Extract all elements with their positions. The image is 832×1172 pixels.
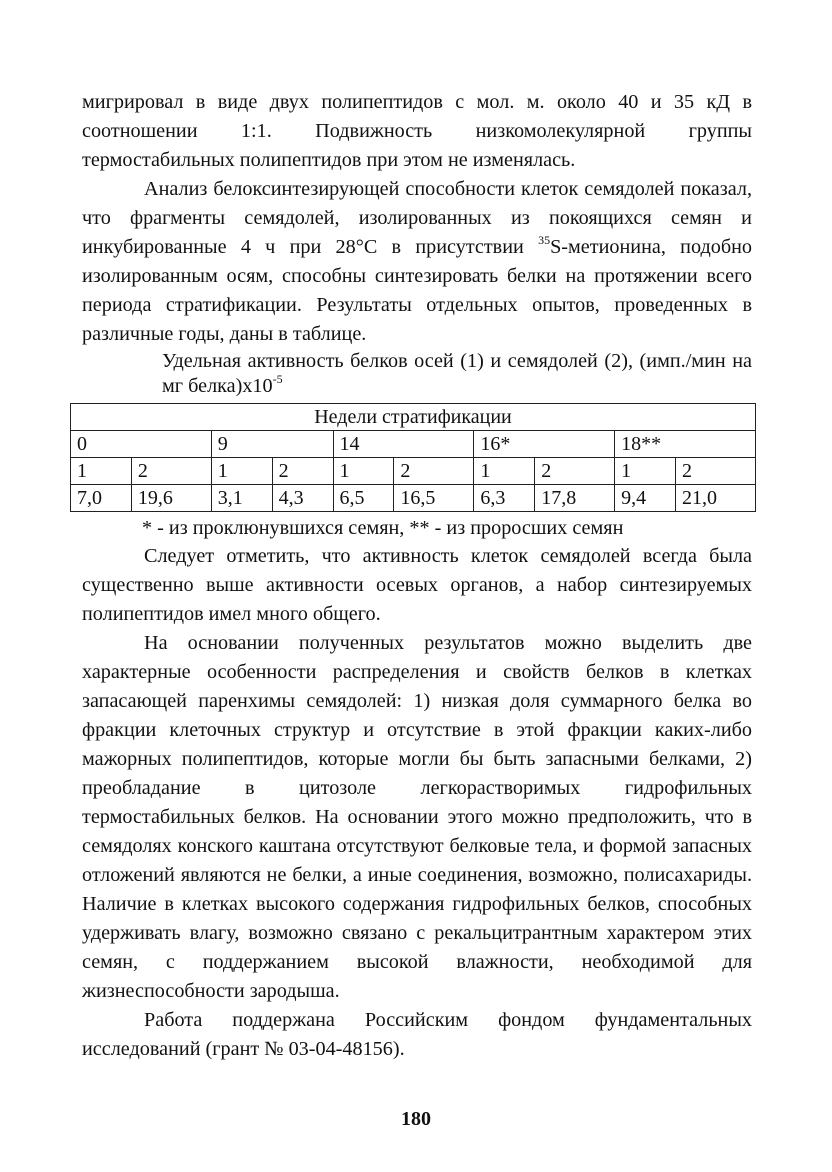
sub-cell: 1 bbox=[211, 458, 272, 485]
paragraph-5: Работа поддержана Российским фондом фундаментальных исследований (грант № 03-04-48156). bbox=[82, 1009, 752, 1060]
sub-cell: 2 bbox=[675, 458, 755, 485]
paragraph-2-start: Анализ белоксинтезирующей способности клеток семядолей показал, что фрагменты семядолей, изолированных из покоящихся семян и инкубированные 4 ч при 28°С в присутствии bbox=[82, 178, 752, 258]
value-cell: 17,8 bbox=[535, 485, 615, 512]
table-sub-row bbox=[71, 458, 756, 485]
sub-cell: 2 bbox=[394, 458, 474, 485]
table-header-row bbox=[71, 404, 756, 431]
value-cell: 4,3 bbox=[272, 485, 333, 512]
sub-cell: 1 bbox=[474, 458, 535, 485]
value-cell: 9,4 bbox=[615, 485, 676, 512]
paragraph-2 bbox=[82, 175, 752, 349]
sub-cell: 2 bbox=[272, 458, 333, 485]
page-number: 180 bbox=[401, 1108, 431, 1130]
paragraph-1: мигрировал в виде двух полипептидов с мол. м. около 40 и 35 кД в соотношении 1:1. Подвижность низкомолекулярной группы термостабильных полипептидов при этом не изменялась. bbox=[82, 91, 752, 171]
week-cell: 9 bbox=[211, 431, 333, 458]
page-body bbox=[77, 88, 752, 1064]
value-cell: 6,3 bbox=[474, 485, 535, 512]
sub-cell: 1 bbox=[615, 458, 676, 485]
table-caption-text: Удельная активность белков осей (1) и семядолей (2), (имп./мин на мг белка)x10 bbox=[162, 350, 752, 397]
value-cell: 3,1 bbox=[211, 485, 272, 512]
table-values-row bbox=[71, 485, 756, 512]
week-cell: 16* bbox=[474, 431, 615, 458]
week-cell: 14 bbox=[333, 431, 474, 458]
value-cell: 16,5 bbox=[394, 485, 474, 512]
week-cell: 18** bbox=[615, 431, 756, 458]
table-caption bbox=[82, 349, 752, 399]
value-cell: 6,5 bbox=[333, 485, 394, 512]
value-cell: 7,0 bbox=[71, 485, 132, 512]
paragraph-3: Следует отметить, что активность клеток семядолей всегда была существенно выше активности осевых органов, а набор синтезируемых полипептидов имел много общего. bbox=[82, 545, 752, 625]
paragraph-4: На основании полученных результатов можно выделить две характерные особенности распределения и свойств белков в клетках запасающей паренхимы семядолей: 1) низкая доля суммарного белка во фракции клеточных структур и отсутствие в этой фракции каких-либо мажорных полипептидов, которые могли бы быть запасными белками, 2) преобладание в цитозоле легкорастворимых гидрофильных термостабильных белков. На основании этого можно предположить, что в семядолях конского каштана отсутствуют белковые тела, и формой запасных отложений являются не белки, а иные соединения, возможно, полисахариды. Наличие в клетках высокого содержания гидрофильных белков, способных удерживать влагу, возможно связано с рекальцитрантным характером этих семян, с поддержанием высокой влажности, необходимой для жизнеспособности зародыша. bbox=[82, 632, 752, 1002]
sub-cell: 1 bbox=[333, 458, 394, 485]
sub-cell: 2 bbox=[131, 458, 211, 485]
week-cell: 0 bbox=[71, 431, 212, 458]
value-cell: 19,6 bbox=[131, 485, 211, 512]
table-caption-exponent: -5 bbox=[272, 372, 283, 386]
table-header: Недели стратификации bbox=[71, 404, 756, 431]
table-weeks-row bbox=[71, 431, 756, 458]
paragraph-2-end: S-метионина, подобно изолированным осям, способны синтезировать белки на протяжении всего периода стратификации. Результаты отдельных опытов, проведенных в различные годы, даны в таблице. bbox=[82, 236, 752, 345]
activity-table bbox=[70, 403, 756, 512]
sub-cell: 1 bbox=[71, 458, 132, 485]
value-cell: 21,0 bbox=[675, 485, 755, 512]
isotope-superscript: 35 bbox=[538, 233, 551, 247]
table-footnote: * - из проклюнувшихся семян, ** - из проросших семян bbox=[142, 517, 624, 539]
sub-cell: 2 bbox=[535, 458, 615, 485]
